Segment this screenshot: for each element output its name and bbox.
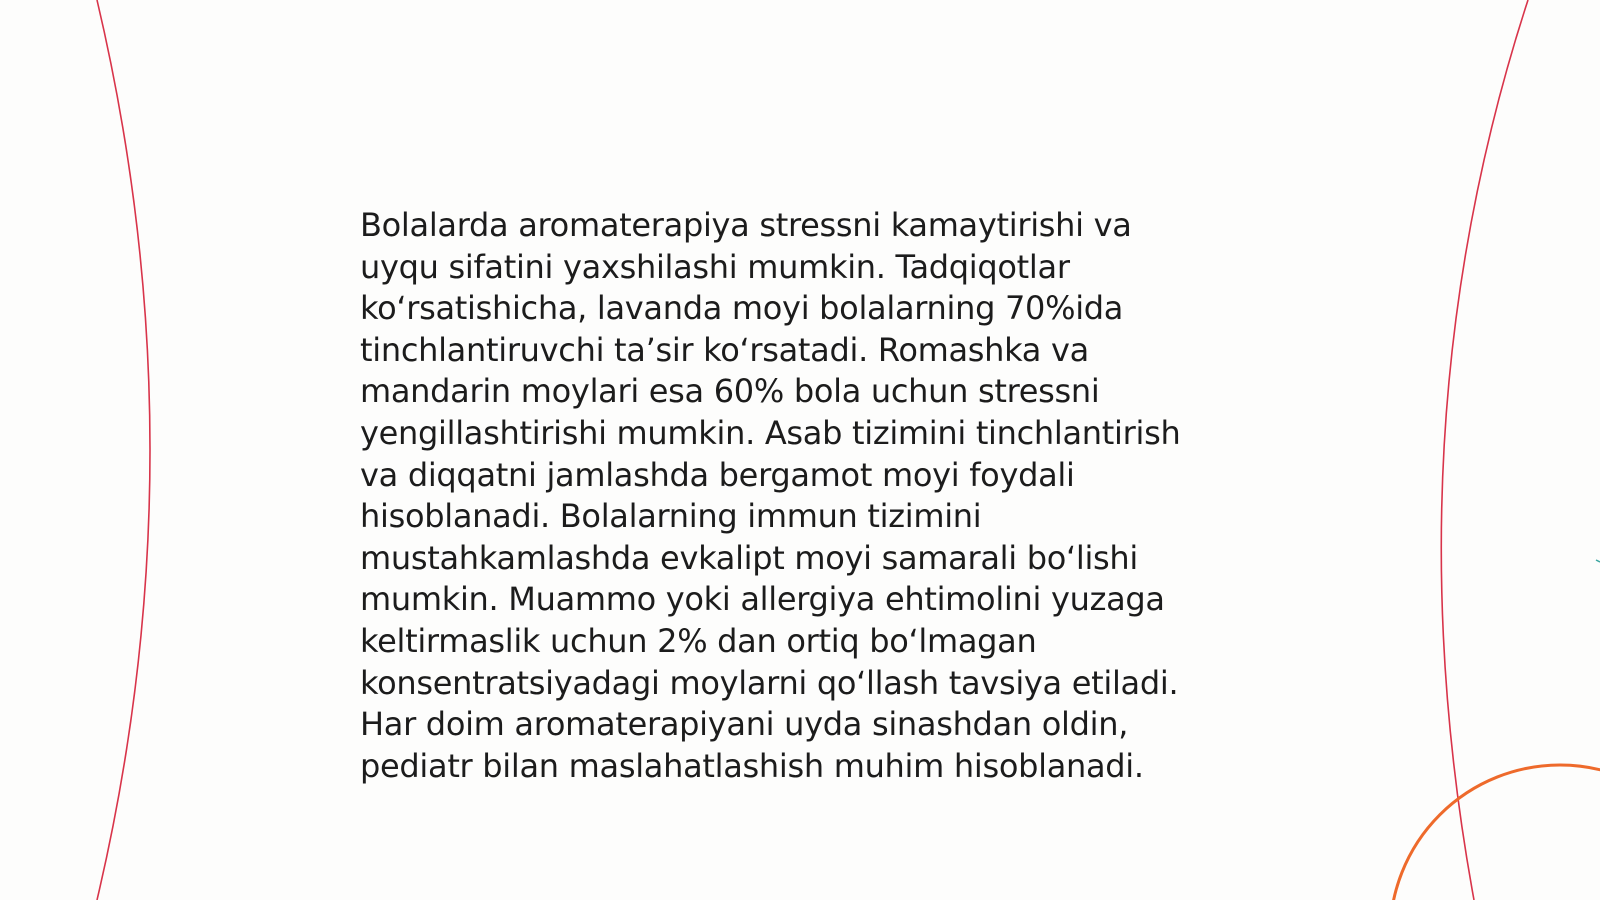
corner-circle-decoration: [1390, 765, 1600, 900]
left-arc-decoration: [97, 0, 150, 900]
body-line: mandarin moylari esa 60% bola uchun stressni: [360, 372, 1100, 411]
body-line: mumkin. Muammo yoki allergiya ehtimolini yuzaga: [360, 580, 1165, 619]
edge-mark-decoration: [1596, 560, 1600, 562]
body-paragraph: [360, 205, 1240, 787]
body-line: Har doim aromaterapiyani uyda sinashdan oldin,: [360, 705, 1129, 744]
body-line: tinchlantiruvchi taʼsir koʻrsatadi. Romashka va: [360, 330, 1089, 369]
body-line: koʻrsatishicha, lavanda moyi bolalarning 70%ida: [360, 289, 1124, 328]
body-line: mustahkamlashda evkalipt moyi samarali boʻlishi: [360, 538, 1138, 577]
body-line: yengillashtirishi mumkin. Asab tizimini tinchlantirish: [360, 413, 1181, 452]
body-line: va diqqatni jamlashda bergamot moyi foydali: [360, 455, 1075, 494]
body-line: Bolalarda aromaterapiya stressni kamaytirishi va: [360, 206, 1132, 244]
body-line: pediatr bilan maslahatlashish muhim hisoblanadi.: [360, 746, 1144, 785]
body-line: uyqu sifatini yaxshilashi mumkin. Tadqiqotlar: [360, 247, 1070, 286]
right-arc-decoration: [1441, 0, 1528, 900]
body-line: konsentratsiyadagi moylarni qoʻllash tavsiya etiladi.: [360, 663, 1179, 702]
body-line: keltirmaslik uchun 2% dan ortiq boʻlmagan: [360, 621, 1037, 660]
body-line: hisoblanadi. Bolalarning immun tizimini: [360, 497, 982, 536]
